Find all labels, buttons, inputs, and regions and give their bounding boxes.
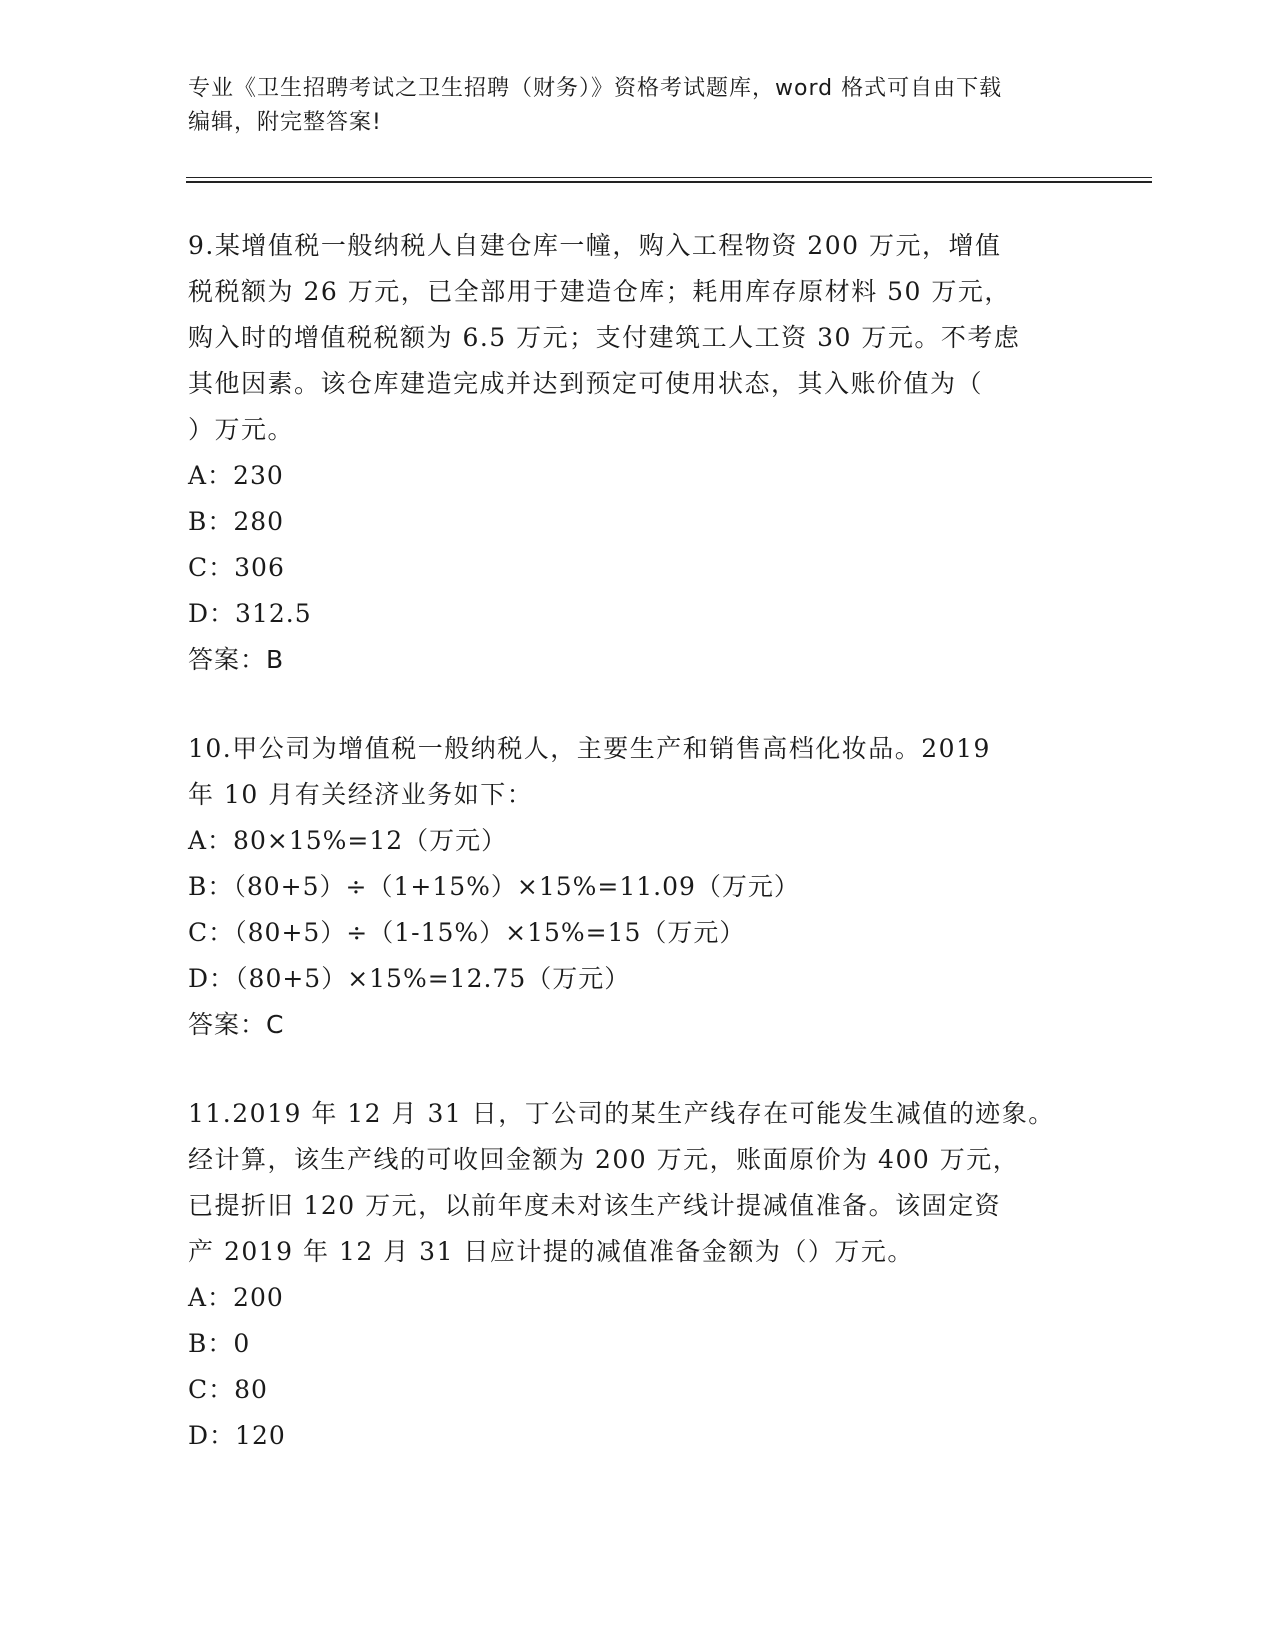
option-b: B：280 xyxy=(188,507,285,536)
document-header xyxy=(188,72,1068,140)
question-stem-line: 产 2019 年 12 月 31 日应计提的减值准备金额为（）万元。 xyxy=(188,1237,914,1266)
option-d: D：（80+5）×15%=12.75（万元） xyxy=(188,964,631,993)
option-d: D：312.5 xyxy=(188,599,312,628)
question-stem-line: 购入时的增值税税额为 6.5 万元；支付建筑工人工资 30 万元。不考虑 xyxy=(188,323,1021,352)
option-a: A：80×15%=12（万元） xyxy=(188,826,508,855)
question-stem-line: 经计算，该生产线的可收回金额为 200 万元，账面原价为 400 万元， xyxy=(188,1145,1020,1174)
answer: 答案：B xyxy=(188,645,285,674)
question-10 xyxy=(188,726,1068,1048)
option-a: A：200 xyxy=(188,1283,284,1312)
question-stem-line: 年 10 月有关经济业务如下： xyxy=(188,780,534,809)
question-stem-line: 9.某增值税一般纳税人自建仓库一幢，购入工程物资 200 万元，增值 xyxy=(188,231,1002,260)
option-c: C：306 xyxy=(188,553,285,582)
answer: 答案：C xyxy=(188,1010,285,1039)
question-stem-line: 其他因素。该仓库建造完成并达到预定可使用状态，其入账价值为（ xyxy=(188,369,984,398)
header-divider-thick xyxy=(186,181,1152,183)
header-line-2: 编辑，附完整答案! xyxy=(188,110,382,135)
question-stem-line: ）万元。 xyxy=(188,415,295,444)
header-line-1: 专业《卫生招聘考试之卫生招聘（财务）》资格考试题库，word 格式可自由下载 xyxy=(188,76,1003,101)
option-d: D：120 xyxy=(188,1421,286,1450)
option-b: B：0 xyxy=(188,1329,251,1358)
question-11 xyxy=(188,1091,1068,1459)
question-9 xyxy=(188,223,1068,683)
header-divider-thin xyxy=(186,177,1152,178)
question-stem-line: 10.甲公司为增值税一般纳税人，主要生产和销售高档化妆品。2019 xyxy=(188,734,991,763)
question-stem-line: 税税额为 26 万元，已全部用于建造仓库；耗用库存原材料 50 万元， xyxy=(188,277,1011,306)
question-stem-line: 已提折旧 120 万元，以前年度未对该生产线计提减值准备。该固定资 xyxy=(188,1191,1002,1220)
option-b: B：（80+5）÷（1+15%）×15%=11.09（万元） xyxy=(188,872,800,901)
question-stem-line: 11.2019 年 12 月 31 日，丁公司的某生产线存在可能发生减值的迹象。 xyxy=(188,1099,1055,1128)
option-c: C：（80+5）÷（1-15%）×15%=15（万元） xyxy=(188,918,746,947)
option-c: C：80 xyxy=(188,1375,268,1404)
option-a: A：230 xyxy=(188,461,284,490)
